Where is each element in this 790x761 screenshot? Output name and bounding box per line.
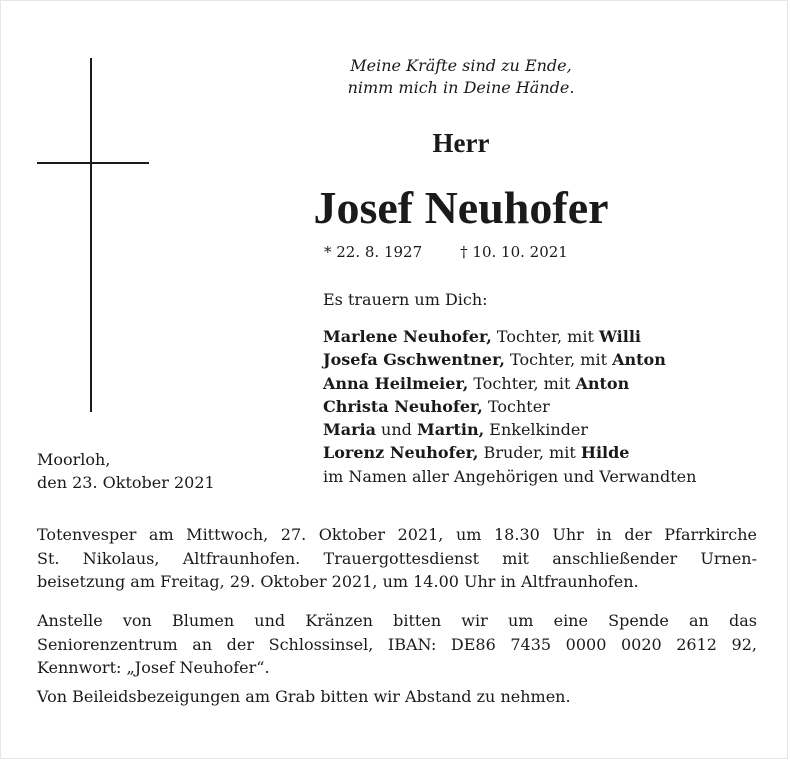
honorific: Herr <box>432 128 490 158</box>
donation-paragraph: Anstelle von Blumen und Kränzen bitten wir um eine Spende an das Seniorenzentrum an der Schlossinsel, IBAN: DE86 7435 0000 0020 2612 92, Kennwort: „Josef Neuhofer“. <box>37 611 757 677</box>
mourner-row: Lorenz Neuhofer, Bruder, mit Hilde <box>323 443 630 463</box>
place-date-line: den 23. Oktober 2021 <box>37 473 215 493</box>
place-town: Moorloh, <box>37 450 111 469</box>
condolences-paragraph: Von Beileidsbezeigungen am Grab bitten wir Abstand zu nehmen. <box>37 687 571 706</box>
quote-line-1: Meine Kräfte sind zu Ende, <box>350 56 572 75</box>
birth-date: * 22. 8. 1927 <box>324 243 423 261</box>
mourner-row: Marlene Neuhofer, Tochter, mit Willi <box>323 327 641 346</box>
mourners-list <box>323 325 696 488</box>
quote <box>281 55 641 99</box>
deceased-name: Josef Neuhofer <box>313 182 609 233</box>
life-dates <box>324 243 568 261</box>
mourner-row: Anna Heilmeier, Tochter, mit Anton <box>323 373 630 393</box>
mourner-row: Maria und Martin, Enkelkinder <box>323 420 588 440</box>
cross-icon <box>90 58 92 412</box>
place-date <box>37 448 215 495</box>
quote-line-2: nimm mich in Deine Hände. <box>347 78 575 97</box>
death-date: † 10. 10. 2021 <box>460 243 568 261</box>
mourner-row: Josefa Gschwentner, Tochter, mit Anton <box>323 350 666 370</box>
mourners-closing: im Namen aller Angehörigen und Verwandten <box>323 466 697 486</box>
mourner-row: Christa Neuhofer, Tochter <box>323 396 550 416</box>
service-paragraph: Totenvesper am Mittwoch, 27. Oktober 2021, um 18.30 Uhr in der Pfarrkirche St. Nikolaus, Altfraunhofen. Trauergottesdienst mit anschließender Urnen- beisetzung am Freitag, 29. Oktober 2021, um 14.00 Uhr in Altfraunhofen. <box>37 525 757 591</box>
mourners-label: Es trauern um Dich: <box>323 290 488 309</box>
cross-bar <box>37 162 149 164</box>
